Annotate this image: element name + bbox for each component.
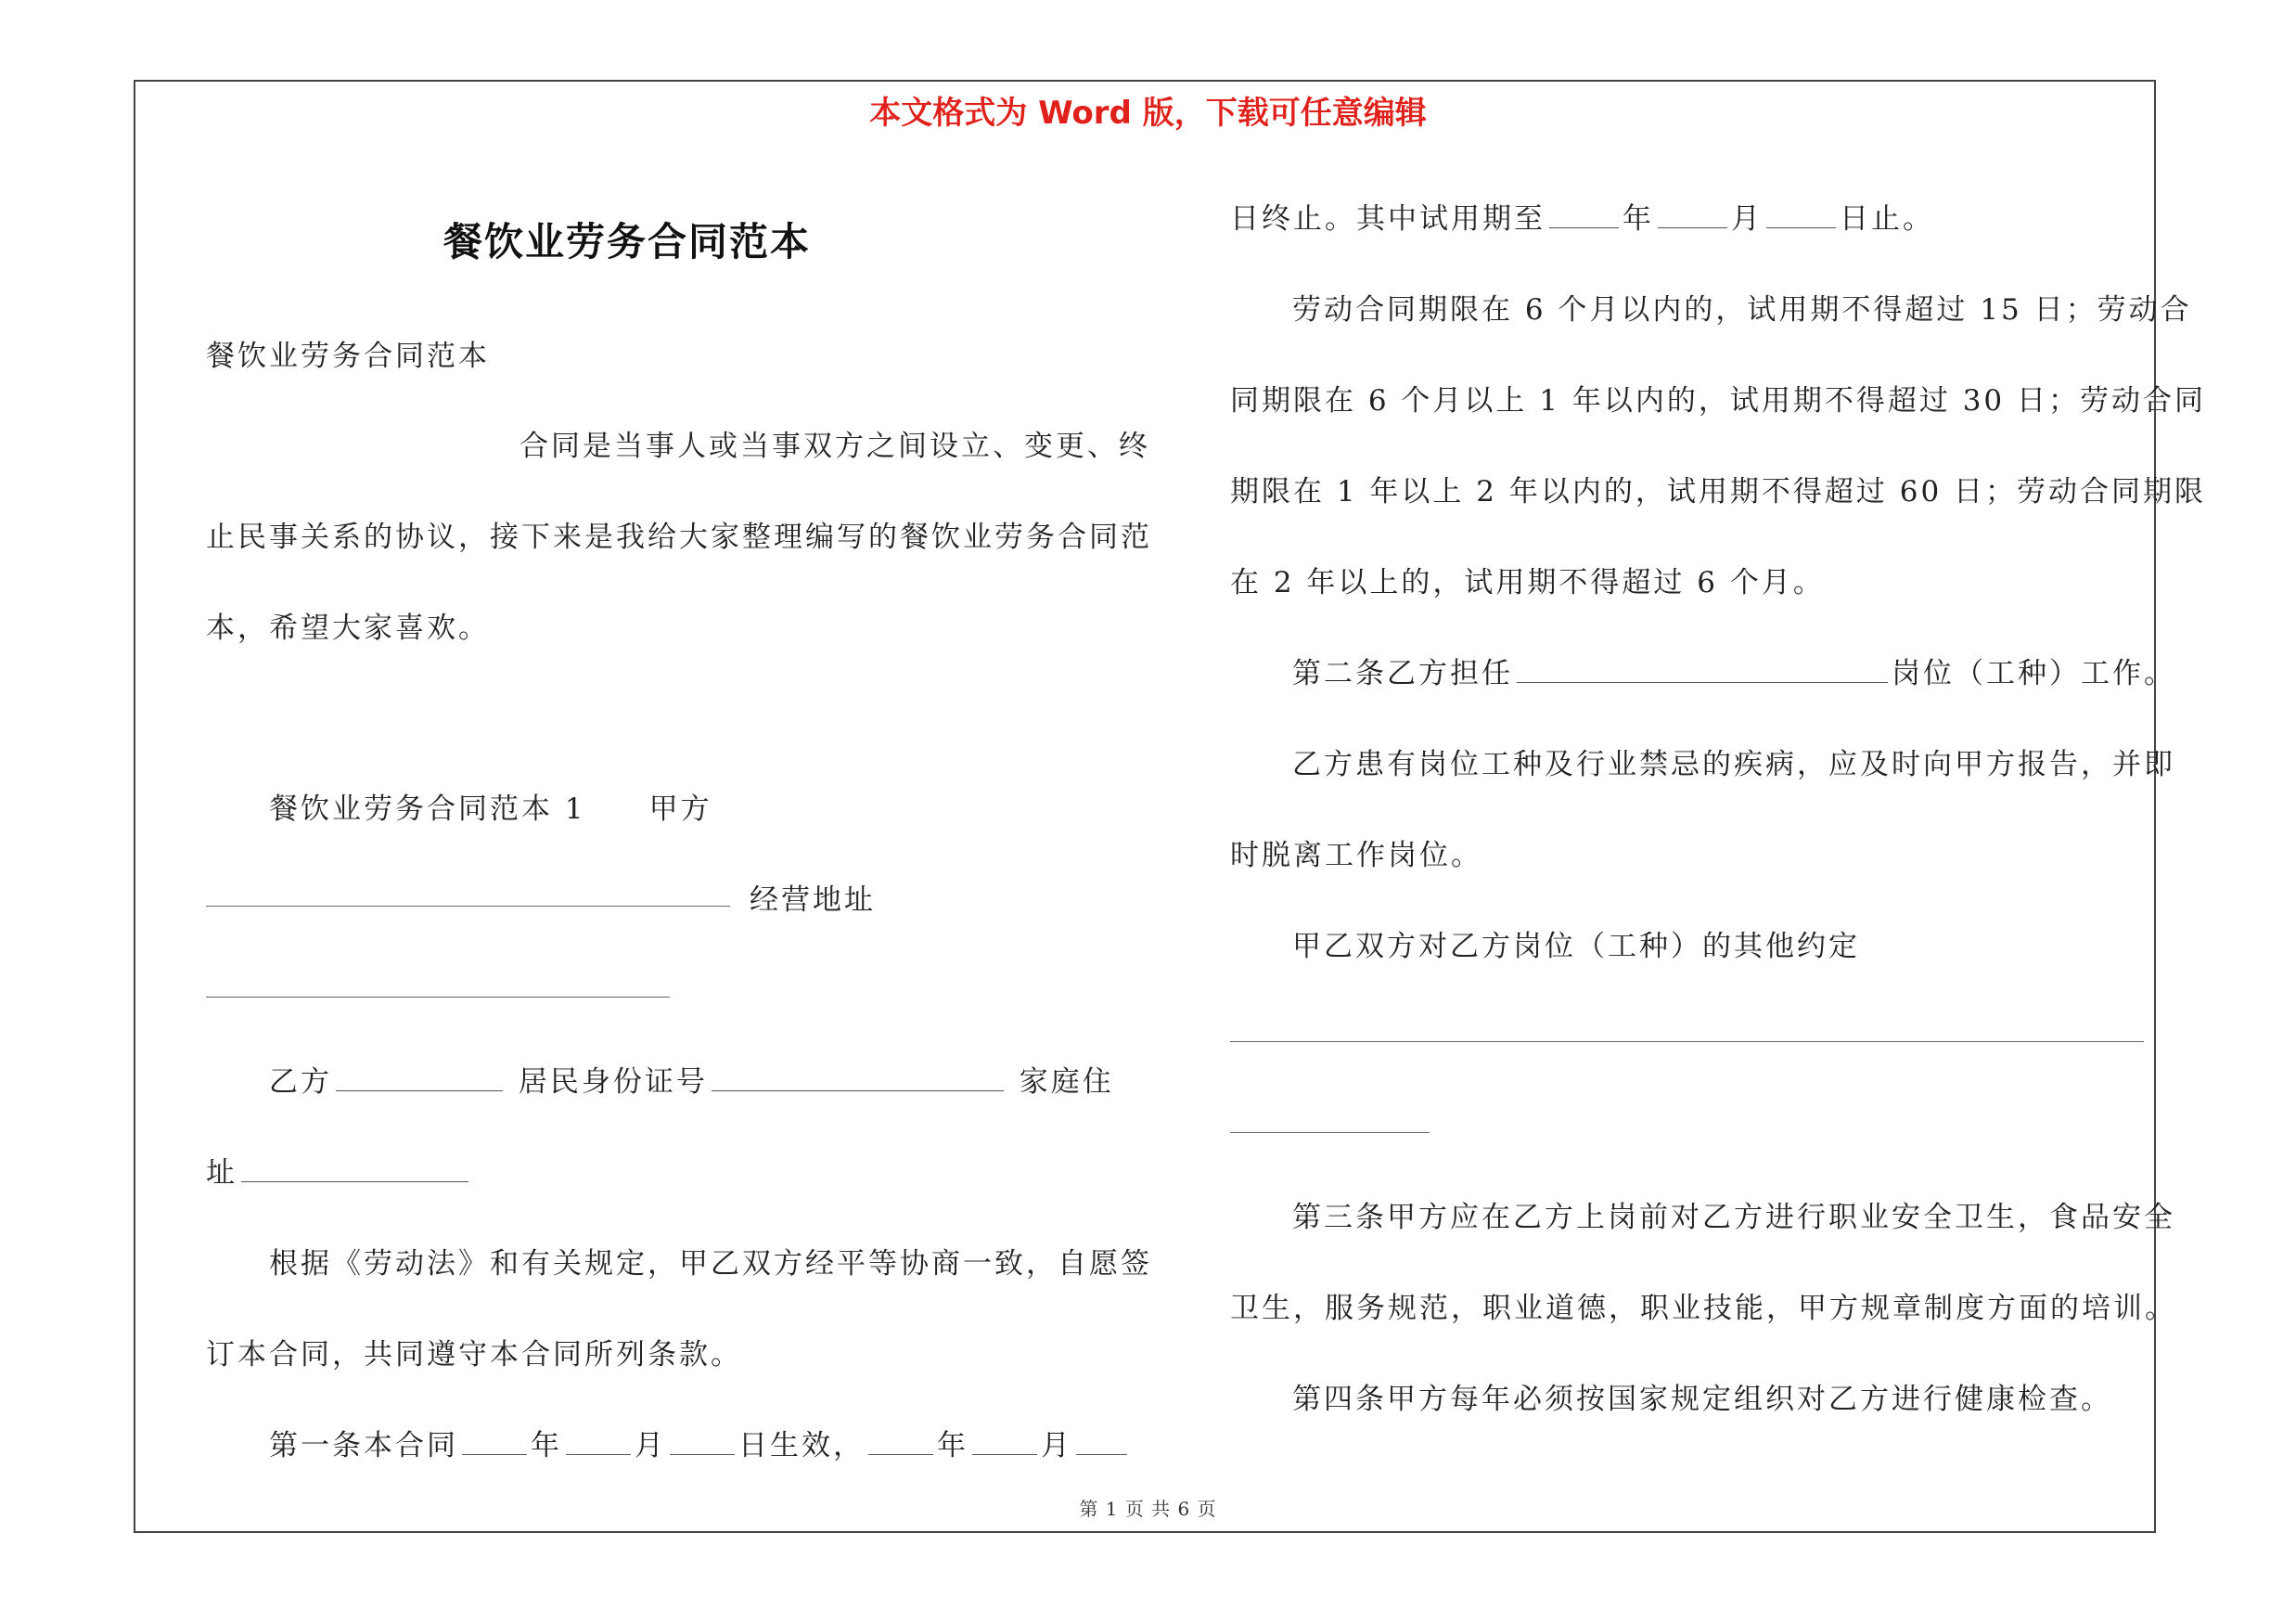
start-day-blank (670, 1453, 735, 1455)
probation-year-label: 年 (1623, 202, 1654, 236)
start-year-label: 年 (531, 1429, 562, 1462)
start-year-blank (462, 1453, 527, 1455)
end-month-label: 月 (1041, 1429, 1072, 1462)
document-title: 餐饮业劳务合同范本 (443, 219, 812, 264)
party-b-blank (336, 1089, 503, 1091)
home-address-blank (241, 1180, 468, 1182)
probation-rule-3: 期限在 1 年以上 2 年以内的，试用期不得超过 60 日；劳动合同期限 (1230, 475, 2207, 509)
other-agreement-label: 甲乙双方对乙方岗位（工种）的其他约定 (1292, 930, 1860, 963)
party-b-row (269, 1058, 1114, 1100)
other-agreement-blank-2 (1230, 1132, 1430, 1133)
end-month-blank (972, 1453, 1037, 1455)
intro-line-1: 合同是当事人或当事双方之间设立、变更、终 (519, 430, 1150, 463)
start-month-blank (566, 1453, 631, 1455)
probation-year-blank (1549, 226, 1619, 228)
probation-day-blank (1766, 226, 1836, 228)
party-a-heading: 餐饮业劳务合同范本 1 甲方 (269, 792, 712, 826)
home-address-label-2: 址 (206, 1156, 237, 1190)
end-day-blank (1076, 1453, 1127, 1455)
position-suffix: 岗位（工种）工作。 (1892, 657, 2175, 690)
probation-rule-2: 同期限在 6 个月以上 1 年以内的，试用期不得超过 30 日；劳动合同 (1230, 384, 2207, 418)
end-year-blank (868, 1453, 933, 1455)
start-month-label: 月 (635, 1429, 666, 1462)
home-address-row (206, 1149, 472, 1191)
probation-month-label: 月 (1731, 202, 1763, 236)
page-number: 第 1 页 共 6 页 (1079, 1498, 1217, 1520)
id-number-blank (712, 1089, 1004, 1091)
article-2-row (1292, 650, 2175, 691)
subtitle: 餐饮业劳务合同范本 (206, 340, 490, 373)
probation-rule-4: 在 2 年以上的，试用期不得超过 6 个月。 (1230, 566, 1825, 599)
article-1-label: 第一条本合同 (269, 1429, 458, 1462)
end-year-label: 年 (937, 1429, 968, 1462)
start-day-label: 日生效， (738, 1429, 865, 1462)
article-1-row (269, 1422, 1131, 1463)
intro-line-3: 本，希望大家喜欢。 (206, 612, 490, 645)
disease-line-1: 乙方患有岗位工种及行业禁忌的疾病，应及时向甲方报告，并即 (1292, 748, 2175, 781)
end-date-row (1230, 195, 1934, 237)
home-address-label: 家庭住 (1019, 1065, 1114, 1099)
law-line-2: 订本合同，共同遵守本合同所列条款。 (206, 1338, 742, 1372)
law-line-1: 根据《劳动法》和有关规定，甲乙双方经平等协商一致，自愿签 (269, 1247, 1152, 1281)
probation-label: 日终止。其中试用期至 (1230, 202, 1546, 236)
party-b-label: 乙方 (269, 1065, 332, 1099)
article-3-line-1: 第三条甲方应在乙方上岗前对乙方进行职业安全卫生，食品安全 (1292, 1201, 2175, 1234)
article-4: 第四条甲方每年必须按国家规定组织对乙方进行健康检查。 (1292, 1383, 2112, 1416)
article-2-label: 第二条乙方担任 (1292, 657, 1513, 690)
party-a-name-blank (206, 906, 730, 907)
id-number-label: 居民身份证号 (518, 1065, 708, 1099)
disease-line-2: 时脱离工作岗位。 (1230, 839, 1482, 872)
article-3-line-2: 卫生，服务规范，职业道德，职业技能，甲方规章制度方面的培训。 (1230, 1292, 2176, 1325)
intro-line-2: 止民事关系的协议，接下来是我给大家整理编写的餐饮业劳务合同范 (206, 521, 1152, 554)
business-address-blank (206, 997, 670, 998)
position-blank (1517, 681, 1888, 683)
probation-rule-1: 劳动合同期限在 6 个月以内的，试用期不得超过 15 日；劳动合 (1292, 293, 2192, 327)
business-address-label: 经营地址 (750, 883, 876, 917)
other-agreement-blank-1 (1230, 1041, 2144, 1042)
probation-day-label: 日止。 (1840, 202, 1934, 236)
word-format-banner: 本文格式为 Word 版，下载可任意编辑 (869, 95, 1427, 132)
probation-month-blank (1658, 226, 1727, 228)
